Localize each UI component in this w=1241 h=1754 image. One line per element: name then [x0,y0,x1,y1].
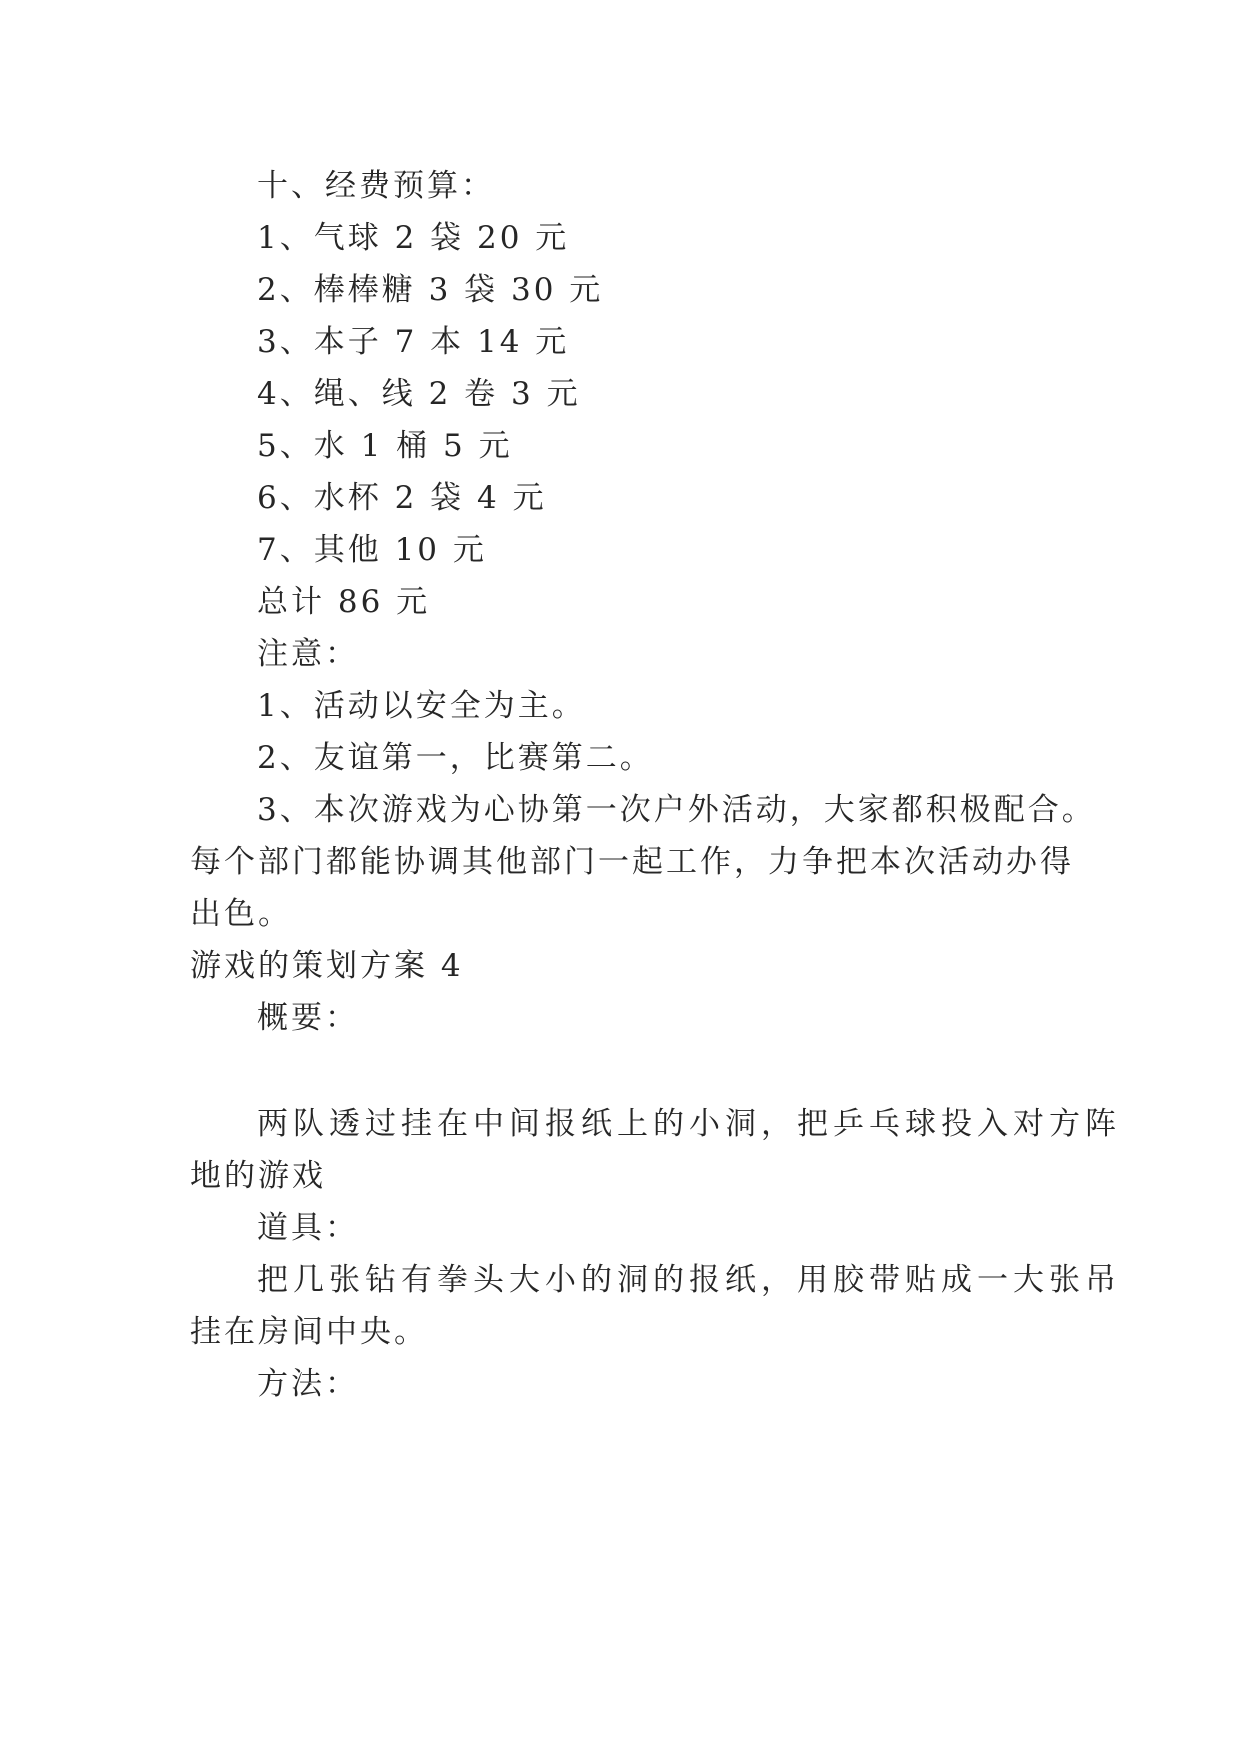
budget-total: 总计 86 元 [257,584,431,620]
budget-item-2: 2、棒棒糖 3 袋 30 元 [257,272,604,308]
notes-item-3-line-3: 出色。 [190,896,292,932]
method-heading: 方法： [257,1366,359,1402]
notes-item-3-line-1: 3、本次游戏为心协第一次户外活动，大家都积极配合。 [257,792,1096,828]
budget-item-6: 6、水杯 2 袋 4 元 [257,480,547,516]
props-heading: 道具： [257,1210,359,1246]
notes-item-1: 1、活动以安全为主。 [257,688,586,724]
budget-item-4: 4、绳、线 2 卷 3 元 [257,376,581,412]
summary-heading: 概要： [257,1000,359,1036]
notes-item-2: 2、友谊第一，比赛第二。 [257,740,654,776]
notes-item-3-line-2: 每个部门都能协调其他部门一起工作，力争把本次活动办得 [190,844,1074,880]
budget-item-1: 1、气球 2 袋 20 元 [257,220,570,256]
props-line-1: 把几张钻有拳头大小的洞的报纸，用胶带贴成一大张吊 [257,1262,1121,1298]
plan4-title: 游戏的策划方案 4 [190,948,464,984]
summary-line-1: 两队透过挂在中间报纸上的小洞，把乒乓球投入对方阵 [257,1106,1121,1142]
summary-line-2: 地的游戏 [190,1158,326,1194]
budget-heading: 十、经费预算： [257,168,495,204]
notes-heading: 注意： [257,636,359,672]
budget-item-7: 7、其他 10 元 [257,532,487,568]
props-line-2: 挂在房间中央。 [190,1314,428,1350]
budget-item-5: 5、水 1 桶 5 元 [257,428,513,464]
budget-item-3: 3、本子 7 本 14 元 [257,324,570,360]
